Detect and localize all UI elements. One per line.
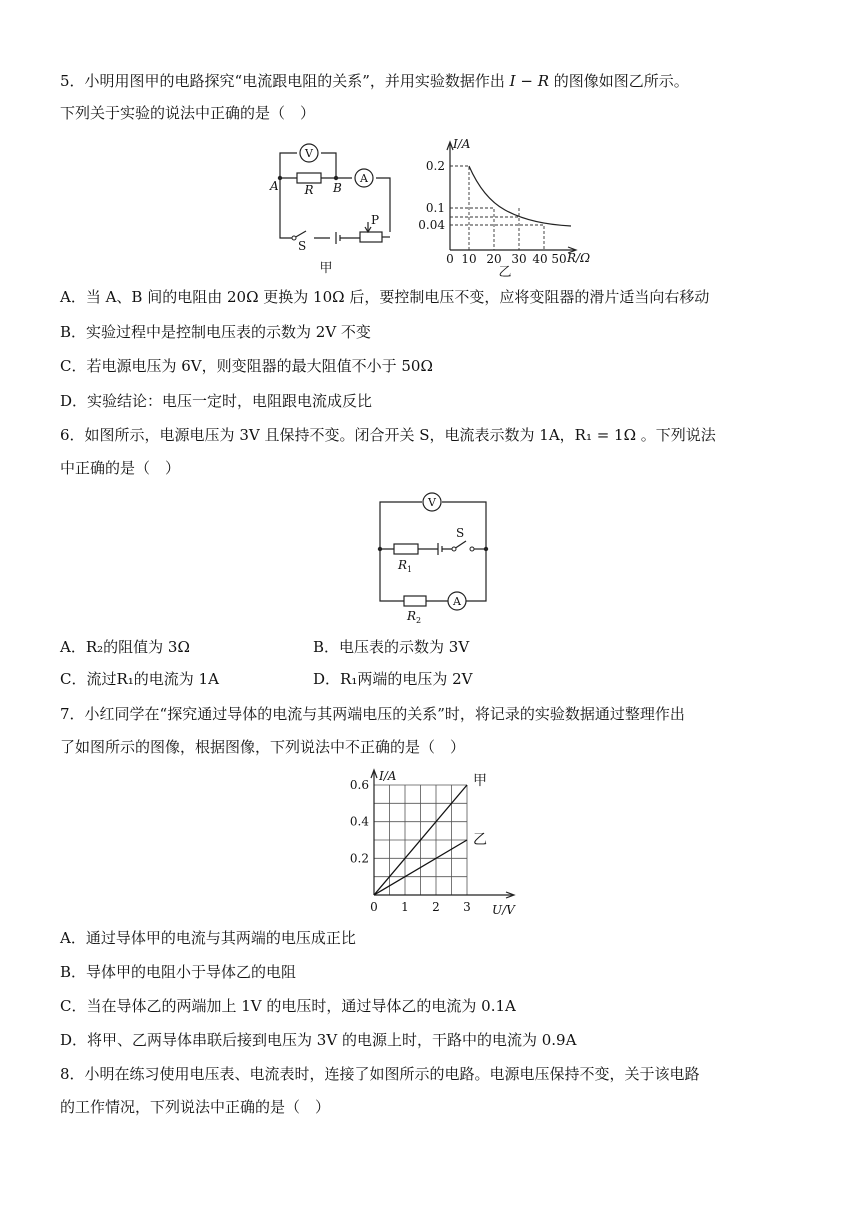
q6-R1-sub: 1	[407, 565, 413, 574]
yi-ytick-02: 0.2	[425, 159, 445, 173]
q6-V-label: V	[428, 496, 436, 509]
jia-caption: 甲	[319, 261, 333, 276]
q5-formula: I − R	[509, 72, 549, 90]
yi-ytick-004: 0.04	[418, 218, 445, 232]
q7-ytick: 0.6	[349, 778, 369, 792]
q7-ytick: 0.2	[349, 851, 369, 866]
q7-y-axis-label: I/A	[379, 769, 397, 783]
q7-option-d: D．将甲、乙两导体串联后接到电压为 3V 的电源上时，干路中的电流为 0.9A	[60, 1031, 577, 1049]
q5-stem-line1: 5．小明用图甲的电路探究“电流跟电阻的关系”，并用实验数据作出 I − R 的图像如图乙所示。	[60, 72, 689, 90]
q7-stem-line1: 7．小红同学在“探究通过导体的电流与其两端电压的关系”时，将记录的实验数据通过整理作出	[60, 705, 685, 723]
q5-circuit-jia	[262, 138, 402, 278]
q5-option-b: B．实验过程中是控制电压表的示数为 2V 不变	[60, 323, 371, 341]
q7-chart	[335, 762, 525, 920]
yi-xtick-20: 20	[486, 252, 502, 266]
q6-option-b: B．电压表的示数为 3V	[313, 638, 470, 656]
jia-Bpt-label: B	[333, 181, 342, 195]
q7-xtick: 2	[432, 900, 440, 914]
q6-stem-line2: 中正确的是（ ）	[60, 459, 181, 477]
q5-option-d: D．实验结论：电压一定时，电阻跟电流成反比	[60, 392, 373, 410]
yi-ytick-01: 0.1	[425, 201, 445, 215]
q6-R1-label: R	[398, 558, 408, 572]
q5-curve	[469, 166, 571, 226]
jia-A-label: A	[360, 172, 368, 185]
q7-option-b: B．导体甲的电阻小于导体乙的电阻	[60, 963, 297, 981]
jia-S-label: S	[298, 239, 307, 253]
yi-xtick-30: 30	[511, 252, 527, 266]
q7-ytick: 0.4	[349, 814, 369, 829]
yi-x-axis-label: R/Ω	[567, 251, 591, 265]
q7-xtick: 1	[401, 900, 409, 914]
q7-option-c: C．当在导体乙的两端加上 1V 的电压时，通过导体乙的电流为 0.1A	[60, 997, 516, 1015]
yi-xtick-40: 40	[532, 252, 548, 266]
q6-circuit	[370, 485, 495, 630]
q6-A-label: A	[453, 595, 461, 608]
q6-S-label: S	[456, 526, 465, 540]
q6-R2-label: R	[407, 609, 417, 623]
q6-stem-line1: 6．如图所示，电源电压为 3V 且保持不变。闭合开关 S，电流表示数为 1A，R₁ = 1Ω 。下列说法	[60, 426, 716, 444]
q7-stem-line2: 了如图所示的图像，根据图像，下列说法中不正确的是（ ）	[60, 738, 466, 756]
q7-series-label-0: 甲	[473, 773, 487, 789]
q7-xtick: 0	[370, 900, 378, 914]
q5-stem-line2: 下列关于实验的说法中正确的是（ ）	[60, 104, 316, 122]
yi-y-axis-label: I/A	[453, 137, 471, 151]
q5-graph-yi	[405, 130, 605, 280]
jia-P-label: P	[371, 213, 380, 227]
q6-option-d: D．R₁两端的电压为 2V	[313, 670, 473, 688]
q7-x-axis-label: U/V	[492, 903, 515, 917]
q6-option-c: C．流过R₁的电流为 1A	[60, 670, 219, 688]
q5-option-a: A．当 A、B 间的电阻由 20Ω 更换为 10Ω 后，要控制电压不变，应将变阻器的滑片适当向右移动	[60, 288, 710, 306]
yi-xtick-10: 10	[461, 252, 477, 266]
jia-V-label: V	[305, 147, 313, 160]
q6-R2-sub: 2	[416, 616, 422, 625]
q8-stem-line2: 的工作情况，下列说法中正确的是（ ）	[60, 1098, 331, 1116]
q5-option-c: C．若电源电压为 6V，则变阻器的最大阻值不小于 50Ω	[60, 357, 433, 375]
q7-option-a: A．通过导体甲的电流与其两端的电压成正比	[60, 929, 356, 947]
q7-series-label-1: 乙	[473, 832, 487, 848]
jia-Apt-label: A	[270, 179, 279, 193]
yi-xtick-0: 0	[446, 252, 454, 266]
jia-R-label: R	[304, 183, 314, 197]
yi-xtick-50: 50	[551, 252, 567, 266]
q8-stem-line1: 8．小明在练习使用电压表、电流表时，连接了如图所示的电路。电源电压保持不变，关于该电路	[60, 1065, 700, 1083]
yi-caption: 乙	[498, 265, 512, 280]
q6-option-a: A．R₂的阻值为 3Ω	[60, 638, 190, 656]
q7-xtick: 3	[463, 900, 471, 914]
